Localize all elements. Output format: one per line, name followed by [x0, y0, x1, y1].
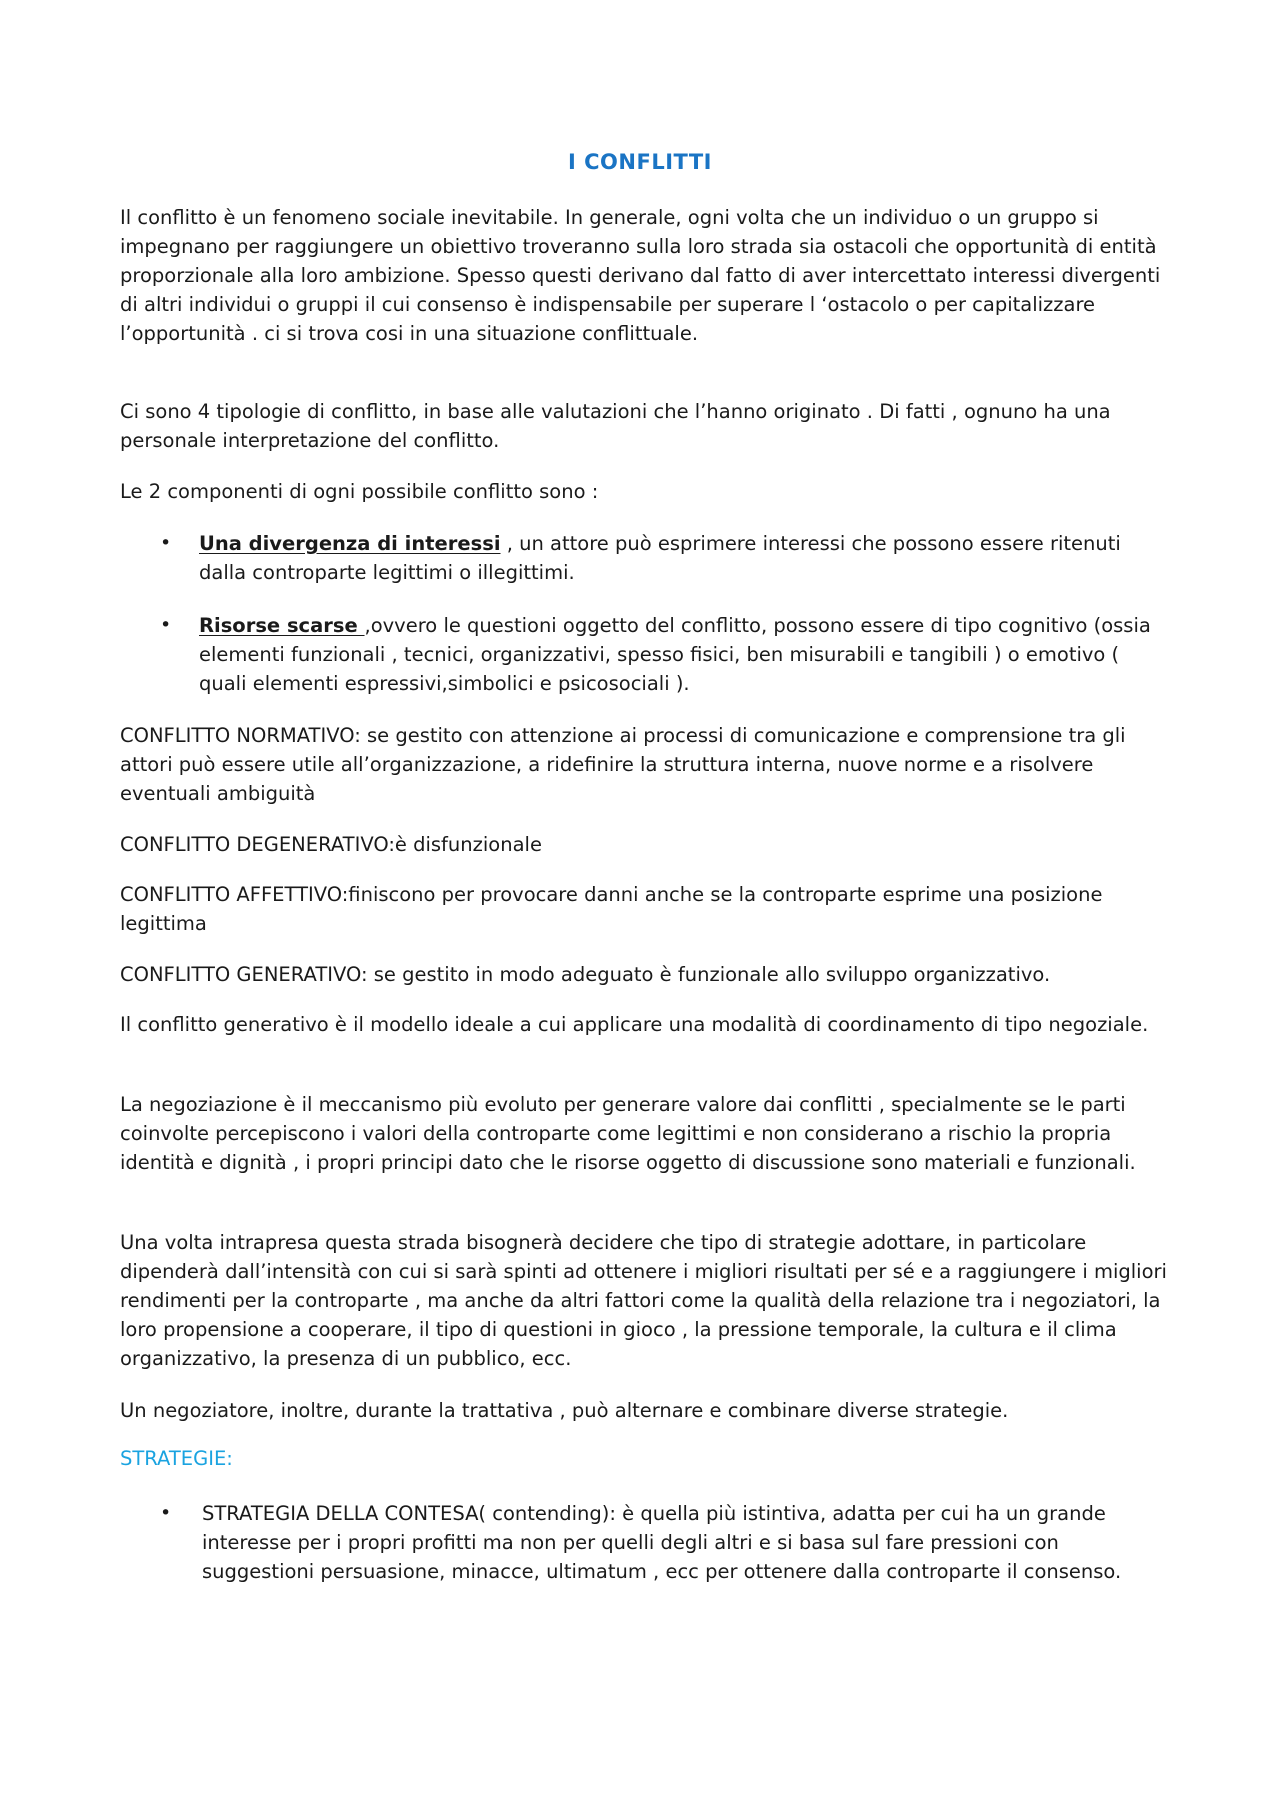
bullet-icon: • [160, 614, 172, 636]
paragraph-componenti: Le 2 componenti di ogni possibile conflitto sono : [120, 480, 599, 503]
paragraph-normativo: CONFLITTO NORMATIVO: se gestito con attenzione ai processi di comunicazione e comprensione tra gli attori può essere utile all’organizzazione, a ridefinire la struttura interna, nuove norme e a risolvere eventuali ambiguità [120, 724, 1126, 805]
paragraph-intro: Il conflitto è un fenomeno sociale inevitabile. In generale, ogni volta che un individuo o un gruppo si impegnano per raggiungere un obiettivo troveranno sulla loro strada sia ostacoli che opportunità di entità proporzionale alla loro ambizione. Spesso questi derivano dal fatto di aver intercettato interessi divergenti di altri individui o gruppi il cui consenso è indispensabile per superare l ‘ostacolo o per capitalizzare l’opportunità . ci si trova cosi in una situazione conflittuale. [120, 206, 1161, 345]
list-item-contesa: STRATEGIA DELLA CONTESA( contending): è quella più istintiva, adatta per cui ha un grande interesse per i propri profitti ma non per quelli degli altri e si basa sul fare pressioni con suggestioni persuasione, minacce, ultimatum , ecc per ottenere dalla controparte il consenso. [202, 1502, 1122, 1583]
paragraph-tipologie: Ci sono 4 tipologie di conflitto, in base alle valutazioni che l’hanno originato . Di fatti , ognuno ha una personale interpretazione del conflitto. [120, 400, 1111, 452]
strategie-heading: STRATEGIE: [120, 1447, 233, 1470]
paragraph-modello: Il conflitto generativo è il modello ideale a cui applicare una modalità di coordinamento di tipo negoziale. [120, 1013, 1149, 1036]
list-item-risorse [199, 612, 1159, 699]
paragraph-degenerativo: CONFLITTO DEGENERATIVO:è disfunzionale [120, 833, 542, 856]
list-item-text: , un attore può esprimere interessi che possono essere ritenuti dalla controparte legittimi o illegittimi. [199, 532, 1121, 584]
list-item-lead: Risorse scarse [199, 614, 365, 637]
paragraph-strategie-intro: Una volta intrapresa questa strada bisognerà decidere che tipo di strategie adottare, in particolare dipenderà dall’intensità con cui si sarà spinti ad ottenere i migliori risultati per sé e a raggiungere i migliori rendimenti per la controparte , ma anche da altri fattori come la qualità della relazione tra i negoziatori, la loro propensione a cooperare, il tipo di questioni in gioco , la pressione temporale, la cultura e il clima organizzativo, la presenza di un pubblico, ecc. [120, 1231, 1167, 1370]
list-item-text: ,ovvero le questioni oggetto del conflitto, possono essere di tipo cognitivo (ossia elementi funzionali , tecnici, organizzativi, spesso fisici, ben misurabili e tangibili ) o emotivo ( quali elementi espressivi,simbolici e psicosociali ). [199, 614, 1151, 695]
list-item-divergenza [199, 530, 1159, 588]
document-title: I CONFLITTI [568, 150, 712, 174]
bullet-icon: • [160, 1502, 172, 1524]
paragraph-negoziatore: Un negoziatore, inoltre, durante la trattativa , può alternare e combinare diverse strategie. [120, 1399, 1009, 1422]
paragraph-generativo: CONFLITTO GENERATIVO: se gestito in modo adeguato è funzionale allo sviluppo organizzativo. [120, 963, 1051, 986]
bullet-icon: • [160, 532, 172, 554]
paragraph-affettivo: CONFLITTO AFFETTIVO:finiscono per provocare danni anche se la controparte esprime una posizione legittima [120, 883, 1103, 935]
paragraph-negoziazione: La negoziazione è il meccanismo più evoluto per generare valore dai conflitti , specialmente se le parti coinvolte percepiscono i valori della controparte come legittimi e non considerano a rischio la propria identità e dignità , i propri principi dato che le risorse oggetto di discussione sono materiali e funzionali. [120, 1093, 1136, 1174]
list-item-lead: Una divergenza di interessi [199, 532, 501, 555]
